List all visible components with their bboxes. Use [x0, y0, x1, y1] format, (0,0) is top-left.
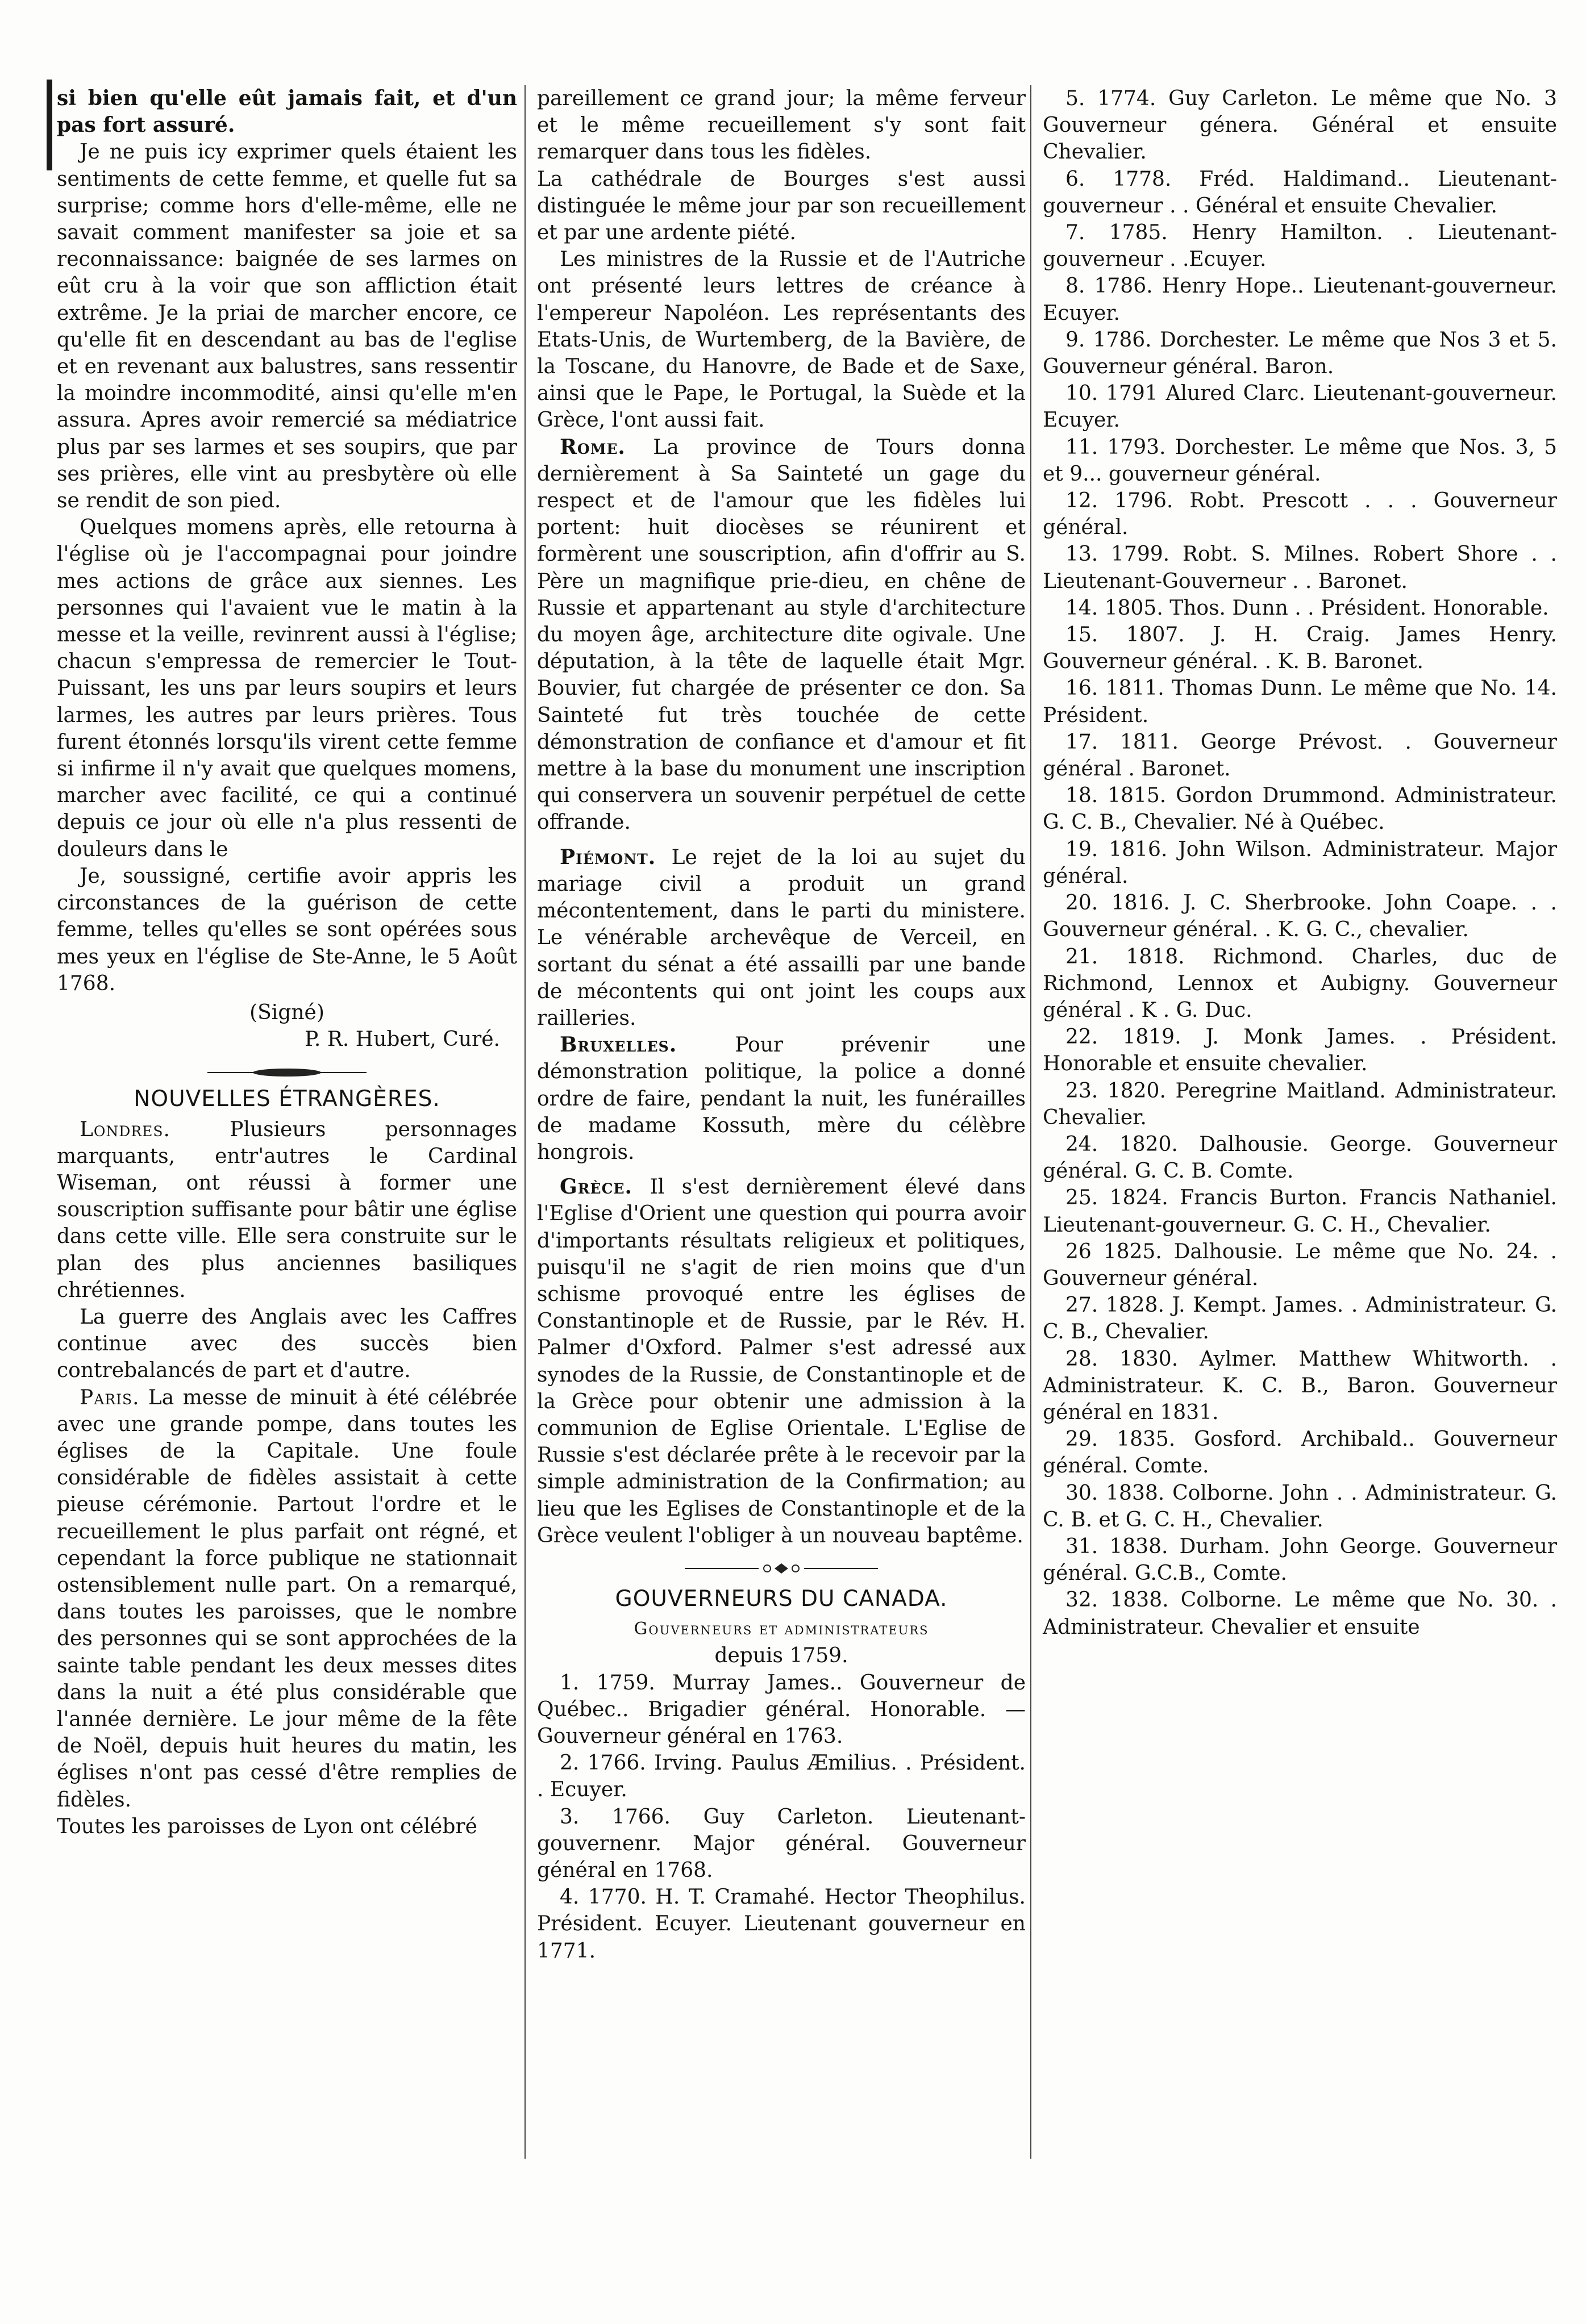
governor-entry: 18. 1815. Gordon Drummond. Administrateur. G. C. B., Chevalier. Né à Québec.: [1043, 784, 1557, 835]
governor-entry: 5. 1774. Guy Carleton. Le même que No. 3 Gouverneur génera. Général et ensuite Chevalier.: [1043, 87, 1557, 164]
dateline-label: Bruxelles.: [560, 1033, 677, 1057]
governor-entry: 23. 1820. Peregrine Maitland. Administrateur. Chevalier.: [1043, 1079, 1557, 1129]
governor-entry: 11. 1793. Dorchester. Le même que Nos. 3, 5 et 9... gouverneur général.: [1043, 435, 1557, 486]
governor-entry: 29. 1835. Gosford. Archibald.. Gouverneur général. Comte.: [1043, 1428, 1557, 1478]
governor-entry: 6. 1778. Fréd. Haldimand.. Lieutenant-gouverneur . . Général et ensuite Chevalier.: [1043, 167, 1557, 218]
column-rule: [1030, 85, 1031, 2159]
governor-entry: 10. 1791 Alured Clarc. Lieutenant-gouverneur. Ecuyer.: [1043, 382, 1557, 432]
governor-entry: 8. 1786. Henry Hope.. Lieutenant-gouverneur. Ecuyer.: [1043, 274, 1557, 325]
section-heading: GOUVERNEURS DU CANADA.: [615, 1586, 948, 1612]
governor-entry: 24. 1820. Dalhousie. George. Gouverneur général. G. C. B. Comte.: [1043, 1132, 1557, 1183]
governor-entry: 28. 1830. Aylmer. Matthew Whitworth. . Administrateur. K. C. B., Baron. Gouverneur général en 1831.: [1043, 1347, 1557, 1424]
section-heading: NOUVELLES ÉTRANGÈRES.: [134, 1086, 440, 1112]
governor-entry: 15. 1807. J. H. Craig. James Henry. Gouverneur général. . K. B. Baronet.: [1043, 623, 1557, 674]
governor-entry: 12. 1796. Robt. Prescott . . . Gouverneur général.: [1043, 489, 1557, 540]
governor-entry: 25. 1824. Francis Burton. Francis Nathaniel. Lieutenant-gouverneur. G. C. H., Chevalier.: [1043, 1186, 1557, 1237]
section-subheading: Gouverneurs et administrateurs: [634, 1619, 929, 1639]
news-item-rome: [537, 434, 1026, 836]
column-rule: [524, 85, 526, 2159]
governor-entry: 21. 1818. Richmond. Charles, duc de Richmond, Lennox et Aubigny. Gouverneur général . K . G. Duc.: [1043, 945, 1557, 1022]
governor-entry: 26 1825. Dalhousie. Le même que No. 24. . Gouverneur général.: [1043, 1240, 1557, 1290]
news-item-paris: [57, 1384, 517, 1813]
paragraph: Les ministres de la Russie et de l'Autriche ont présenté leurs lettres de créance à l'empereur Napoléon. Les représentants des Etats-Unis, de Wurtemberg, de la Bavière, de la Toscane, du Hanovre, de Bade et de Saxe, ainsi que le Pape, le Portugal, la Suède et la Grèce, l'ont aussi fait.: [537, 248, 1026, 432]
section-date: depuis 1759.: [714, 1644, 848, 1668]
news-item-grece: [537, 1174, 1026, 1549]
section-divider-ornament: [185, 1064, 389, 1081]
news-text: Il s'est dernièrement élevé dans l'Eglise d'Orient une question qui pourra avoir d'importants résultats religieux et politiques, puisqu'il ne s'agit de rien moins que d'un schisme provoqué entre les églises de Constantinople et de Russie, par le Rév. H. Palmer d'Oxford. Palmer s'est adressé aux synodes de la Russie, de Constantinople et de la Grèce pour obtenir une admission à la communion de Eglise Orientale. L'Eglise de Russie s'est déclarée prête à le recevoir par la simple administration de la Confirmation; au lieu que les Eglises de Constantinople et de la Grèce veulent l'obliger à un nouveau baptême.: [537, 1175, 1026, 1547]
news-text: La province de Tours donna dernièrement à Sa Sainteté un gage du respect et de l'amour que les fidèles lui portent: huit diocèses se réunirent et formèrent une souscription, afin d'offrir au S. Père un magnifique prie-dieu, en chêne de Russie et appartenant au style d'architecture du moyen âge, architecture dite ogivale. Une députation, à la tête de laquelle était Mgr. Bouvier, fut chargée de présenter ce don. Sa Sainteté fut très touchée de cette démonstration de confiance et d'amour et fit mettre à la base du monument une inscription qui conservera un souvenir perpétuel de cette offrande.: [537, 435, 1026, 835]
dateline-label: Grèce.: [560, 1175, 633, 1199]
dateline-label: Londres.: [80, 1117, 170, 1141]
governor-entry: 27. 1828. J. Kempt. James. . Administrateur. G. C. B., Chevalier.: [1043, 1294, 1557, 1344]
news-text: Le rejet de la loi au sujet du mariage civil a produit un grand mécontentement, dans le parti du ministere. Le vénérable archevêque de Verceil, en sortant du sénat a été assailli par une bande de mécontents qui ont joint les coups aux railleries.: [537, 845, 1026, 1030]
section-divider-ornament: [673, 1562, 889, 1575]
governor-entry: 14. 1805. Thos. Dunn . . Président. Honorable.: [1065, 596, 1549, 620]
paragraph: Je ne puis icy exprimer quels étaient les sentiments de cette femme, et quelle fut sa surprise; comme hors d'elle-même, elle ne savait comment manifester sa joie et sa reconnaissance: baignée de ses larmes on eût cru à la voir que son affliction était extrême. Je la priai de marcher encore, ce qu'elle fit en descendant au bas de l'eglise et en revenant aux balustres, sans ressentir la moindre incommodité, ainsi qu'elle m'en assura. Apres avoir remercié sa médiatrice plus par ses larmes et ses soupirs, que par ses prières, elle vint au presbytère où elle se rendit de son pied.: [57, 140, 517, 513]
governor-entry: 30. 1838. Colborne. John . . Administrateur. G. C. B. et G. C. H., Chevalier.: [1043, 1481, 1557, 1532]
column-1: [57, 85, 517, 1840]
news-item-bruxelles: [537, 1032, 1026, 1166]
governor-entry: 4. 1770. H. T. Cramahé. Hector Theophilus. Président. Ecuyer. Lieutenant gouverneur en 1771.: [537, 1885, 1026, 1963]
governor-entry: 1. 1759. Murray James.. Gouverneur de Québec.. Brigadier général. Honorable. — Gouverneur général en 1763.: [537, 1671, 1026, 1748]
paragraph: Toutes les paroisses de Lyon ont célébré: [57, 1814, 477, 1838]
dateline-label: Rome.: [560, 435, 626, 459]
governor-entry: 32. 1838. Colborne. Le même que No. 30. . Administrateur. Chevalier et ensuite: [1043, 1588, 1557, 1639]
dateline-label: Paris.: [80, 1386, 140, 1409]
column-3: [1043, 85, 1557, 1641]
news-text: Pour prévenir une démonstration politique, la police a donné ordre de faire, pendant la nuit, les funérailles de madame Kossuth, mère du célèbre hongrois.: [537, 1033, 1026, 1164]
governor-entry: 2. 1766. Irving. Paulus Æmilius. . Président. . Ecuyer.: [537, 1751, 1026, 1802]
certification-paragraph: Je, soussigné, certifie avoir appris les circonstances de la guérison de cette femme, telles qu'elles se sont opérées sous mes yeux en l'église de Ste-Anne, le 5 Août 1768.: [57, 864, 517, 995]
margin-bar: [47, 80, 52, 170]
governor-entry: 7. 1785. Henry Hamilton. . Lieutenant-gouverneur . .Ecuyer.: [1043, 221, 1557, 272]
governor-entry: 13. 1799. Robt. S. Milnes. Robert Shore . . Lieutenant-Gouverneur . . Baronet.: [1043, 543, 1557, 593]
governor-entry: 16. 1811. Thomas Dunn. Le même que No. 14. Président.: [1043, 677, 1557, 727]
governor-entry: 22. 1819. J. Monk James. . Président. Honorable et ensuite chevalier.: [1043, 1025, 1557, 1076]
paragraph: Quelques momens après, elle retourna à l'église où je l'accompagnai pour joindre mes actions de grâce aux siennes. Les personnes qui l'avaient vue le matin à la messe et la veille, revinrent aussi à l'église; chacun s'empressa de remercier le Tout-Puissant, les uns par leurs soupirs et leurs larmes, les autres par leurs prières. Tous furent étonnés lorsqu'ils virent cette femme si infirme il n'y avait que quelques momens, marcher avec facilité, ce qui a continué depuis ce jour où elle n'a plus ressenti de douleurs dans le: [57, 516, 517, 861]
governor-entry: 3. 1766. Guy Carleton. Lieutenant-gouvernenr. Major général. Gouverneur général en 1768.: [537, 1805, 1026, 1882]
column-2: [537, 85, 1026, 1964]
news-item-piemont: [537, 844, 1026, 1032]
paragraph: La cathédrale de Bourges s'est aussi distinguée le même jour par son recueillement et par une ardente piété.: [537, 167, 1026, 245]
dateline-label: Piémont.: [560, 845, 656, 869]
news-text: La messe de minuit à été célébrée avec une grande pompe, dans toutes les églises de la Capitale. Une foule considérable de fidèles assistait à cette pieuse cérémonie. Partout l'ordre et le recueillement le plus parfait ont régné, et cependant la force publique ne stationnait ostensiblement nulle part. On a remarqué, dans toutes les paroisses, que le nombre des personnes qui se sont approchées de la sainte table pendant les deux messes dites dans la nuit a été plus considérable que l'année dernière. Le jour même de la fête de Noël, depuis huit heures du matin, les églises n'ont pas cessé d'être remplies de fidèles.: [57, 1386, 517, 1812]
signature-label: (Signé): [249, 1000, 324, 1024]
governor-entry: 19. 1816. John Wilson. Administrateur. Major général.: [1043, 837, 1557, 888]
news-text: Plusieurs personnages marquants, entr'autres le Cardinal Wiseman, ont réussi à former une souscription suffisante pour bâtir une église dans cette ville. Elle sera construite sur le plan des plus anciennes basiliques chrétiennes.: [57, 1117, 517, 1302]
paragraph: pareillement ce grand jour; la même ferveur et le même recueillement s'y sont fait remarquer dans tous les fidèles.: [537, 87, 1026, 164]
paragraph: La guerre des Anglais avec les Caffres continue avec des succès bien contrebalancés de part et d'autre.: [57, 1305, 517, 1383]
news-item-londres: [57, 1116, 517, 1304]
governor-entry: 20. 1816. J. C. Sherbrooke. John Coape. . . Gouverneur général. . K. G. C., chevalier.: [1043, 891, 1557, 942]
governor-entry: 31. 1838. Durham. John George. Gouverneur général. G.C.B., Comte.: [1043, 1534, 1557, 1586]
paragraph: si bien qu'elle eût jamais fait, et d'un pas fort assuré.: [57, 86, 517, 137]
governor-entry: 17. 1811. George Prévost. . Gouverneur général . Baronet.: [1043, 730, 1557, 781]
signature-name: P. R. Hubert, Curé.: [305, 1028, 500, 1052]
governor-entry: 9. 1786. Dorchester. Le même que Nos 3 et 5. Gouverneur général. Baron.: [1043, 328, 1557, 379]
